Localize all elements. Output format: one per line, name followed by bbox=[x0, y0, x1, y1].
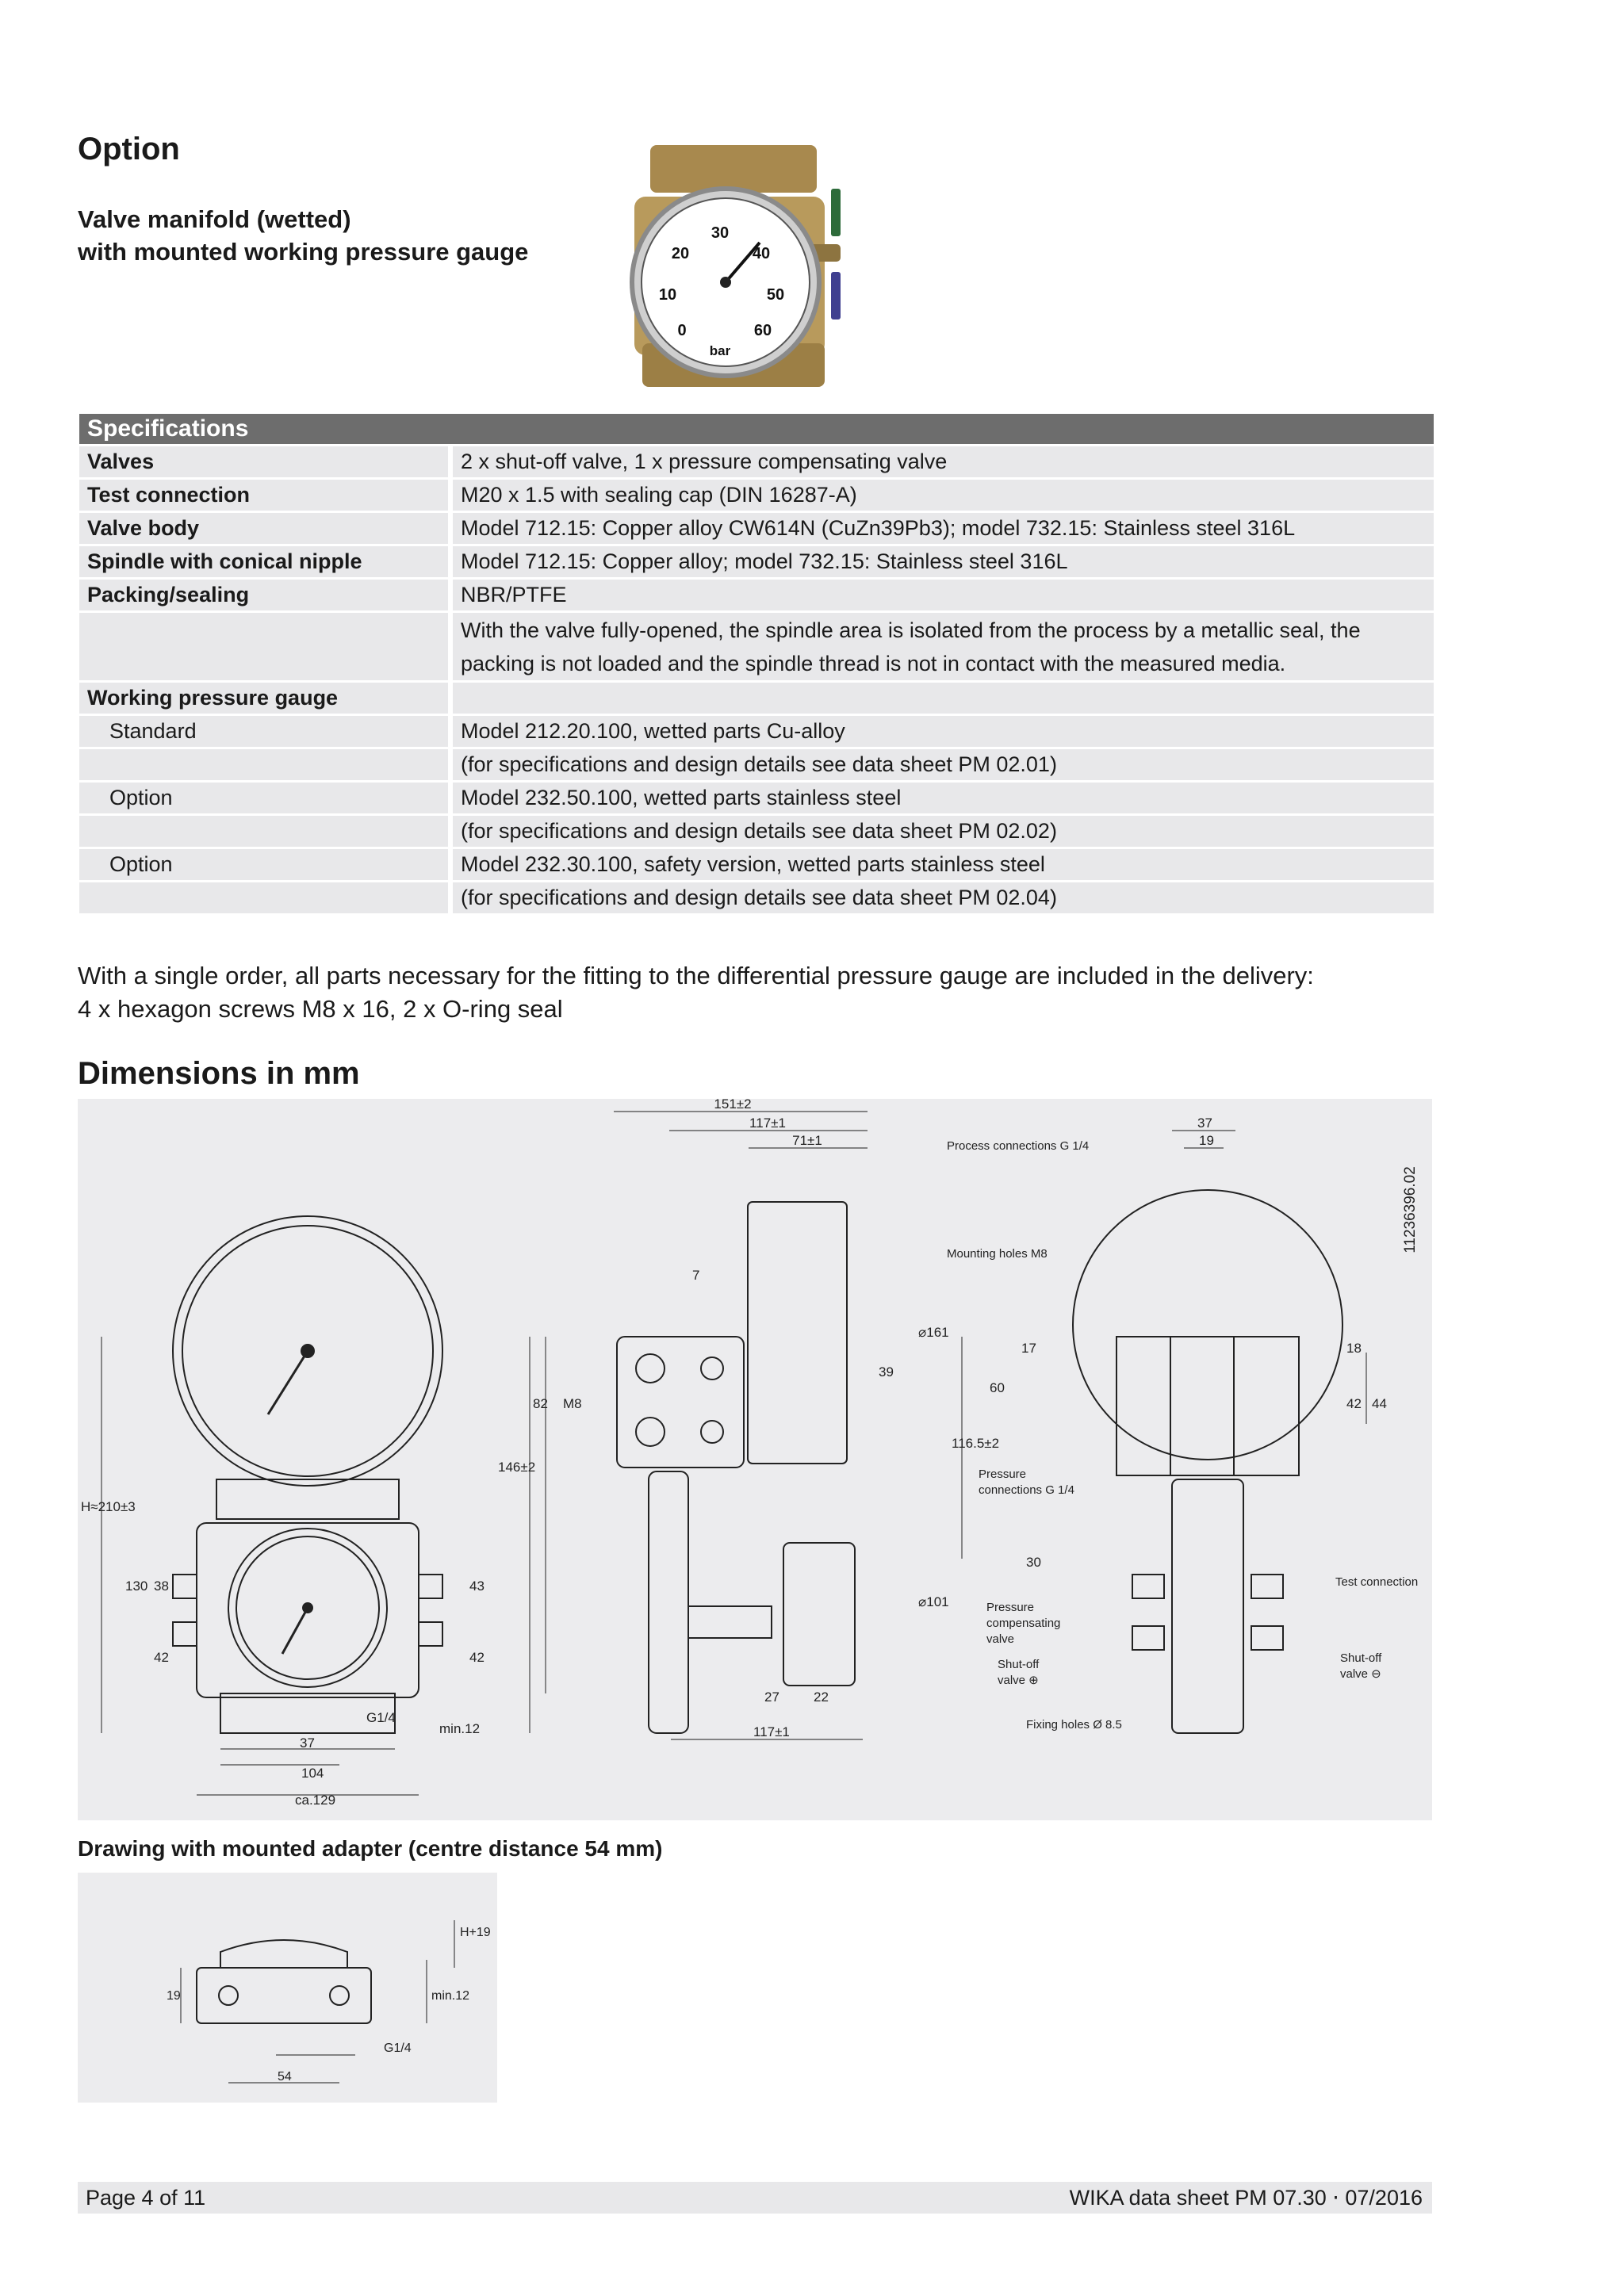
spec-row bbox=[79, 580, 1434, 610]
specifications-table bbox=[79, 414, 1434, 916]
spec-label bbox=[79, 882, 448, 913]
dim-label: 37 bbox=[300, 1735, 315, 1751]
callout-label: valve bbox=[986, 1632, 1015, 1646]
dim-label: H≈210±3 bbox=[81, 1499, 136, 1514]
dim-label: 71±1 bbox=[792, 1133, 822, 1148]
lower-gauge-hub bbox=[303, 1603, 312, 1613]
dim-label: 19 bbox=[167, 1989, 181, 2003]
gauge-pointer-hub bbox=[720, 277, 731, 288]
adapter-drawing bbox=[78, 1873, 497, 2103]
dim-label: 42 bbox=[1346, 1396, 1362, 1411]
dim-label: 54 bbox=[278, 2070, 292, 2084]
dim-label: M8 bbox=[563, 1396, 582, 1411]
callout-label: Shut-off bbox=[1340, 1651, 1382, 1665]
spec-value: (for specifications and design details see data sheet PM 02.04) bbox=[453, 882, 1434, 913]
spec-value: 2 x shut-off valve, 1 x pressure compensating valve bbox=[453, 446, 1434, 477]
callout-label: connections G 1/4 bbox=[979, 1483, 1074, 1497]
delivery-note-line: 4 x hexagon screws M8 x 16, 2 x O-ring seal bbox=[78, 995, 563, 1023]
adapter-body bbox=[197, 1968, 371, 2023]
dim-label: 146±2 bbox=[498, 1460, 536, 1475]
valve-manifold-photo bbox=[619, 141, 856, 403]
side-bolt bbox=[636, 1354, 665, 1383]
spec-value: M20 x 1.5 with sealing cap (DIN 16287-A) bbox=[453, 480, 1434, 511]
spec-row bbox=[79, 783, 1434, 813]
dim-label: 18 bbox=[1346, 1341, 1362, 1356]
right-handle bbox=[419, 1575, 442, 1598]
side-bolt bbox=[636, 1418, 665, 1446]
side-bolt bbox=[701, 1357, 723, 1380]
spec-label: Option bbox=[79, 849, 448, 880]
callout-label: Fixing holes Ø 8.5 bbox=[1026, 1718, 1122, 1732]
callout-label: Mounting holes M8 bbox=[947, 1247, 1048, 1261]
dim-label: 27 bbox=[764, 1689, 779, 1705]
dimension-labels bbox=[81, 1099, 1387, 1808]
spec-label: Spindle with conical nipple bbox=[79, 546, 448, 577]
spec-label: Standard bbox=[79, 716, 448, 747]
side-bolt bbox=[701, 1421, 723, 1443]
manifold-subtitle: with mounted working pressure gauge bbox=[78, 238, 529, 266]
side-lower-gauge bbox=[783, 1543, 855, 1686]
callout-label: valve ⊕ bbox=[998, 1674, 1039, 1687]
dimensions-title: Dimensions in mm bbox=[78, 1056, 360, 1091]
valve-lever-blue bbox=[831, 272, 841, 320]
dim-label: ⌀101 bbox=[918, 1594, 949, 1609]
spec-label: Test connection bbox=[79, 480, 448, 511]
gauge-scale-number: 0 bbox=[677, 322, 687, 339]
adapter-caption: Drawing with mounted adapter (centre distance 54 mm) bbox=[78, 1836, 663, 1861]
dim-label: 42 bbox=[469, 1650, 485, 1665]
gauge-scale-number: 10 bbox=[658, 286, 677, 304]
page-footer bbox=[78, 2182, 1432, 2214]
side-adapter-block bbox=[617, 1337, 744, 1468]
specifications-rows bbox=[79, 446, 1434, 913]
dim-label: 30 bbox=[1026, 1555, 1041, 1570]
spec-label bbox=[79, 749, 448, 780]
footer-page-number: Page 4 of 11 bbox=[86, 2186, 206, 2210]
spec-row bbox=[79, 480, 1434, 511]
spec-value: (for specifications and design details see data sheet PM 02.02) bbox=[453, 816, 1434, 847]
left-handle bbox=[173, 1575, 197, 1598]
spec-row bbox=[79, 749, 1434, 780]
upper-gauge-pointer bbox=[268, 1351, 308, 1414]
valve-lever-green bbox=[831, 189, 841, 236]
dim-label: H+19 bbox=[460, 1926, 491, 1939]
right-handle-lower bbox=[419, 1622, 442, 1646]
dim-label: 7 bbox=[692, 1268, 700, 1283]
manifold-title: Valve manifold (wetted) bbox=[78, 205, 351, 233]
upper-gauge-hub bbox=[301, 1345, 314, 1357]
dim-label: 116.5±2 bbox=[952, 1436, 1000, 1451]
manifold-heading bbox=[78, 203, 528, 268]
spec-value: Model 232.50.100, wetted parts stainless steel bbox=[453, 783, 1434, 813]
rear-gauge-outline bbox=[1073, 1190, 1342, 1460]
dim-label: G1/4 bbox=[384, 2042, 412, 2055]
side-gauge-case bbox=[748, 1202, 847, 1464]
lower-gauge-pointer bbox=[282, 1608, 308, 1654]
dim-label: 43 bbox=[469, 1578, 485, 1594]
spec-row bbox=[79, 849, 1434, 880]
callout-label: Shut-off bbox=[998, 1658, 1040, 1671]
spec-row bbox=[79, 716, 1434, 747]
front-view bbox=[173, 1216, 442, 1733]
rear-handle-right bbox=[1251, 1575, 1283, 1598]
spec-value: Model 712.15: Copper alloy; model 732.15: Stainless steel 316L bbox=[453, 546, 1434, 577]
gauge-unit: bar bbox=[709, 343, 731, 358]
gauge-scale-number: 40 bbox=[752, 245, 771, 262]
gauge-scale-number: 50 bbox=[766, 286, 785, 304]
spec-row bbox=[79, 613, 1434, 680]
rear-manifold-stem bbox=[1172, 1479, 1243, 1733]
manifold-body-top bbox=[650, 145, 817, 193]
adapter-dimension-labels bbox=[167, 1926, 491, 2084]
spec-label: Valve body bbox=[79, 513, 448, 544]
dim-label: min.12 bbox=[439, 1721, 481, 1736]
spec-label: Valves bbox=[79, 446, 448, 477]
spec-row bbox=[79, 816, 1434, 847]
dim-label: 151±2 bbox=[714, 1099, 752, 1112]
dim-label: 22 bbox=[814, 1689, 829, 1705]
delivery-note-line: With a single order, all parts necessary for the fitting to the differential pressure gauge are included in the delivery: bbox=[78, 962, 1314, 989]
spec-value: (for specifications and design details see data sheet PM 02.01) bbox=[453, 749, 1434, 780]
left-handle-lower bbox=[173, 1622, 197, 1646]
callout-label: compensating bbox=[986, 1617, 1061, 1630]
spec-label bbox=[79, 816, 448, 847]
spec-value-line: With the valve fully-opened, the spindle area is isolated from the process by a metallic seal, the bbox=[461, 618, 1361, 642]
gauge-scale-number: 20 bbox=[671, 245, 690, 262]
dimensional-drawing bbox=[78, 1099, 1432, 1820]
side-test-connection bbox=[688, 1606, 772, 1638]
spec-value: Model 232.30.100, safety version, wetted parts stainless steel bbox=[453, 849, 1434, 880]
drawing-number: 11236396.02 bbox=[1402, 1166, 1419, 1253]
rear-handle-right-lower bbox=[1251, 1626, 1283, 1650]
spec-label: Packing/sealing bbox=[79, 580, 448, 610]
callout-label: Test connection bbox=[1335, 1575, 1419, 1589]
spec-value bbox=[453, 613, 1434, 680]
dim-label: 19 bbox=[1199, 1133, 1214, 1148]
dim-label: ca.129 bbox=[295, 1793, 336, 1808]
gauge-scale-number: 60 bbox=[753, 322, 772, 339]
spec-row bbox=[79, 683, 1434, 714]
dim-label: 38 bbox=[154, 1578, 169, 1594]
adapter-bolt bbox=[219, 1986, 238, 2005]
side-view bbox=[617, 1202, 855, 1733]
dim-label: G1/4 bbox=[366, 1710, 396, 1725]
callout-label: Process connections G 1/4 bbox=[947, 1139, 1090, 1153]
dim-label: ⌀161 bbox=[918, 1325, 949, 1340]
dim-label: 44 bbox=[1372, 1396, 1387, 1411]
spec-label: Option bbox=[79, 783, 448, 813]
gauge-scale-number: 30 bbox=[710, 224, 730, 242]
dim-label: 60 bbox=[990, 1380, 1005, 1395]
specifications-header: Specifications bbox=[79, 414, 1434, 444]
dim-label: min.12 bbox=[431, 1989, 470, 2003]
callout-label: Pressure bbox=[986, 1601, 1035, 1614]
dim-label: 130 bbox=[125, 1578, 148, 1594]
spec-row bbox=[79, 513, 1434, 544]
spec-row bbox=[79, 882, 1434, 913]
rear-handle-left bbox=[1132, 1575, 1164, 1598]
spec-value: NBR/PTFE bbox=[453, 580, 1434, 610]
rear-handle-left-lower bbox=[1132, 1626, 1164, 1650]
spec-value-line: packing is not loaded and the spindle thread is not in contact with the measured media. bbox=[461, 652, 1286, 675]
callout-label: Pressure bbox=[979, 1468, 1027, 1481]
spec-row bbox=[79, 546, 1434, 577]
rear-view bbox=[1073, 1190, 1342, 1733]
spec-label: Working pressure gauge bbox=[79, 683, 448, 714]
rear-center-block bbox=[1170, 1337, 1234, 1475]
callout-labels bbox=[947, 1139, 1418, 1732]
dim-label: 82 bbox=[533, 1396, 548, 1411]
dim-label: 39 bbox=[879, 1364, 894, 1380]
dim-label: 104 bbox=[301, 1766, 324, 1781]
spec-value bbox=[453, 683, 1434, 714]
dim-label: 17 bbox=[1021, 1341, 1036, 1356]
dimension-lines bbox=[102, 1112, 1366, 1795]
callout-label: valve ⊖ bbox=[1340, 1667, 1381, 1681]
adapter-bolt bbox=[330, 1986, 349, 2005]
footer-datasheet-id: WIKA data sheet PM 07.30 ⋅ 07/2016 bbox=[1069, 2186, 1423, 2210]
adapter-gauge-edge bbox=[220, 1940, 347, 1968]
delivery-note bbox=[78, 959, 1314, 1026]
spec-label bbox=[79, 613, 448, 680]
dim-label: 117±1 bbox=[749, 1115, 786, 1131]
dim-label: 117±1 bbox=[753, 1724, 790, 1739]
dim-label: 37 bbox=[1197, 1115, 1212, 1131]
section-title: Option bbox=[78, 132, 180, 166]
spec-value: Model 712.15: Copper alloy CW614N (CuZn39Pb3); model 732.15: Stainless steel 316L bbox=[453, 513, 1434, 544]
rear-mounting-block bbox=[1116, 1337, 1299, 1475]
dim-label: 42 bbox=[154, 1650, 169, 1665]
side-manifold-stem bbox=[649, 1471, 688, 1733]
spec-row bbox=[79, 446, 1434, 477]
spec-value: Model 212.20.100, wetted parts Cu-alloy bbox=[453, 716, 1434, 747]
